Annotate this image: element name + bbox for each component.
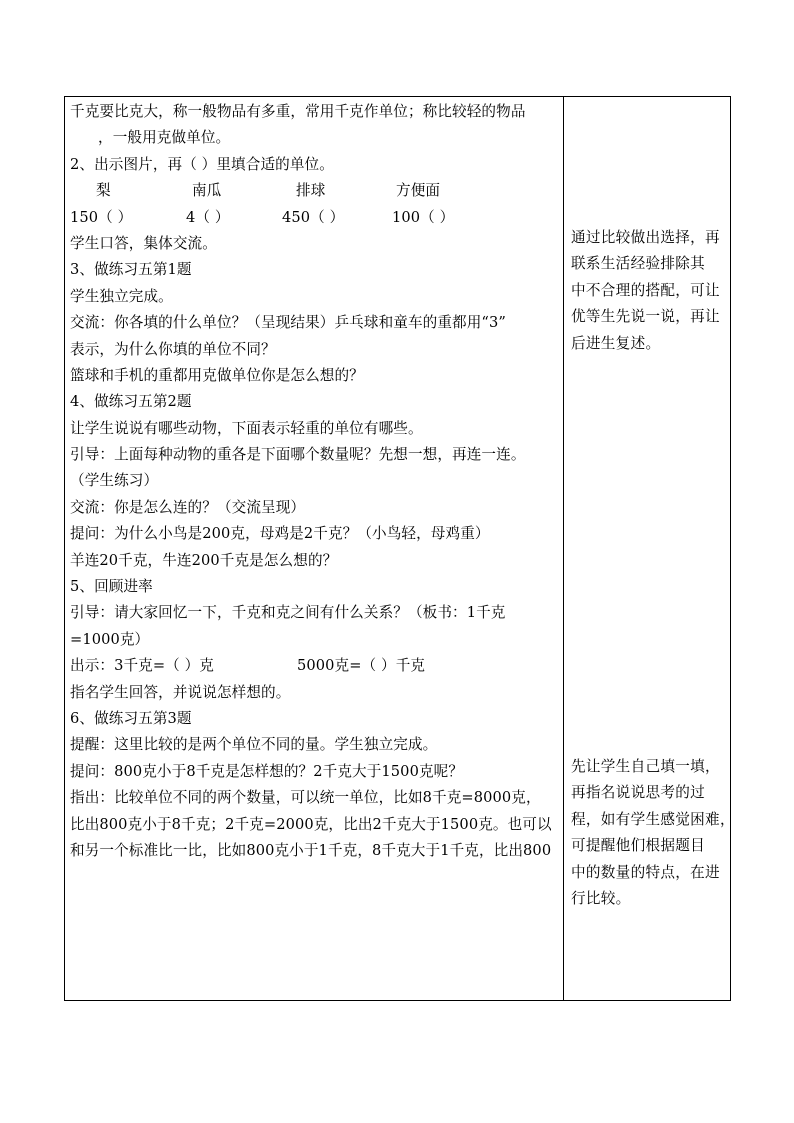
text-line: 指出：比较单位不同的两个数量，可以统一单位，比如8千克=8000克， xyxy=(70,789,541,807)
blank-450: 450（ ） xyxy=(282,208,345,226)
design-intent-note-2 xyxy=(571,754,735,912)
note-line: 程，如有学生感觉困难， xyxy=(571,810,735,828)
text-line: 提醒：这里比较的是两个单位不同的量。学生独立完成。 xyxy=(70,736,438,754)
text-line: （学生练习） xyxy=(70,472,159,490)
exercise-g-to-kg: 5000克=（ ）千克 xyxy=(297,657,426,675)
text-line: 6、做练习五第3题 xyxy=(70,709,192,727)
note-line: 通过比较做出选择，再 xyxy=(571,229,720,246)
text-line: 比出800克小于8千克；2千克=2000克，比出2千克大于1500克。也可以 xyxy=(70,815,552,833)
text-line: 让学生说说有哪些动物，下面表示轻重的单位有哪些。 xyxy=(70,419,423,437)
text-line: 交流：你各填的什么单位？（呈现结果）乒乓球和童车的重都用“3” xyxy=(70,314,506,332)
text-line: 和另一个标准比一比，比如800克小于1千克，8千克大于1千克，比出800 xyxy=(70,841,552,859)
lesson-table xyxy=(64,96,735,1001)
teaching-process-column xyxy=(70,99,560,864)
note-line: 联系生活经验排除其 xyxy=(571,255,706,273)
text-line: 引导：请大家回忆一下，千克和克之间有什么关系？（板书：1千克 xyxy=(70,604,506,622)
blank-4: 4（ ） xyxy=(186,208,230,226)
item-volleyball: 排球 xyxy=(296,182,326,200)
text-line: 3、做练习五第1题 xyxy=(70,261,192,279)
note-line: 行比较。 xyxy=(571,889,631,907)
note-line: 后进生复述。 xyxy=(571,334,661,352)
item-names-row xyxy=(70,178,560,204)
column-divider xyxy=(563,97,564,1000)
text-line: 交流：你是怎么连的？（交流呈现） xyxy=(70,498,306,516)
text-line: 指名学生回答，并说说怎样想的。 xyxy=(70,683,291,701)
design-intent-note-1 xyxy=(571,225,729,357)
note-line: 中的数量的特点，在进 xyxy=(571,863,720,881)
text-line: 4、做练习五第2题 xyxy=(70,393,192,411)
text-line: 提问：800克小于8千克是怎样想的？2千克大于1500克呢？ xyxy=(70,762,464,780)
item-pumpkin: 南瓜 xyxy=(192,182,222,200)
note-line: 中不合理的搭配，可让 xyxy=(571,281,720,299)
text-line: 表示，为什么你填的单位不同？ xyxy=(70,340,276,358)
text-line: 千克要比克大，称一般物品有多重，常用千克作单位；称比较轻的物品 xyxy=(70,103,526,120)
item-pear: 梨 xyxy=(96,182,111,200)
note-line: 再指名说说思考的过 xyxy=(571,784,706,802)
exercise-kg-to-g: 出示：3千克=（ ）克 xyxy=(70,657,215,675)
text-line: 引导：上面每种动物的重各是下面哪个数量呢？先想一想，再连一连。 xyxy=(70,446,526,464)
note-line: 优等生先说一说，再让 xyxy=(571,308,720,326)
note-line: 先让学生自己填一填， xyxy=(571,758,720,775)
blank-100: 100（ ） xyxy=(392,208,455,226)
text-line: 5、回顾进率 xyxy=(70,578,153,596)
item-instant-noodles: 方便面 xyxy=(396,182,441,200)
text-line: ，一般用克做单位。 xyxy=(98,129,231,147)
text-line: 学生口答，集体交流。 xyxy=(70,234,217,252)
blank-150: 150（ ） xyxy=(70,208,133,226)
blanks-row xyxy=(70,205,560,231)
note-line: 可提醒他们根据题目 xyxy=(571,837,706,855)
text-line: 2、出示图片，再（ ）里填合适的单位。 xyxy=(70,155,334,173)
exercise-row xyxy=(70,653,560,679)
text-line: =1000克） xyxy=(70,630,150,648)
text-line: 学生独立完成。 xyxy=(70,287,173,305)
text-line: 羊连20千克，牛连200千克是怎么想的？ xyxy=(70,551,338,569)
text-line: 篮球和手机的重都用克做单位你是怎么想的？ xyxy=(70,366,364,384)
text-line: 提问：为什么小鸟是200克，母鸡是2千克？（小鸟轻，母鸡重） xyxy=(70,525,490,543)
